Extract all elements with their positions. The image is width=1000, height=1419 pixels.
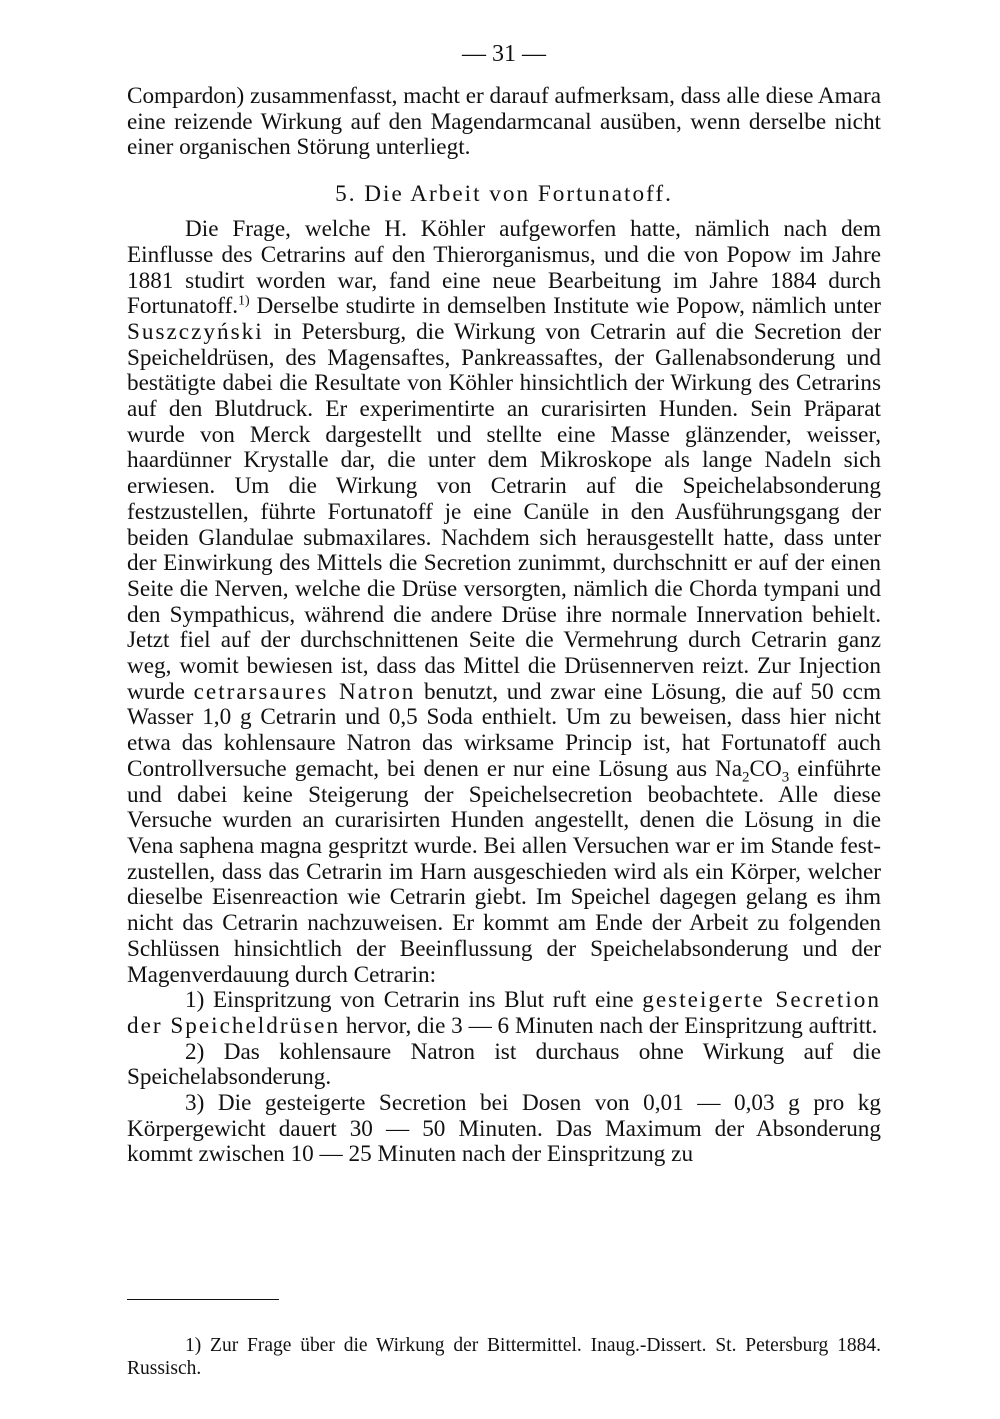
main-text-part4: benutzt, und zwar eine Lösung, die auf 50 ccm Wasser 1,0 g Cetrarin und 0,5 Soda enthielt. Um zu beweisen, dass hier nicht etwa das kohlensaure Natron das wirksame Princip ist, hat Fortunatoff auch Controllversuche gemacht, bei denen er nur eine Lösung aus Na (127, 678, 881, 782)
conclusion-item-2: 2) Das kohlensaure Natron ist durchaus ohne Wirkung auf die Speichelabsonderung. (127, 1038, 881, 1091)
main-text-part1: Die Frage, welche H. Köhler aufgeworfen hatte, nämlich nach dem Einflusse des Cetrarins auf den Thierorganismus, und die von Popow im Jahre 1881 studirt worden war, fand eine neue Bearbeitung im Jahre 1884 durch Fortunatoff. (127, 216, 881, 320)
intro-paragraph: Compardon) zusammenfasst, macht er darauf aufmerksam, dass alle diese Amara eine reizende Wirkung auf den Magendarmcanal ausüben, wenn derselbe nicht einer organischen Störung unterliegt. (127, 83, 881, 161)
section-heading: 5. Die Arbeit von Fortunatoff. (335, 181, 673, 208)
footnote-reference: 1) (238, 293, 250, 309)
main-text-part3: in Petersburg, die Wirkung von Cetrarin auf die Secretion der Speicheldrüsen, des Magensaftes, Pankreassaftes, der Gallenabsonderung und bestätigte dabei die Resultate von Köhler hinsichtlich der Wirkung des Cetrarins auf den Blutdruck. Er experimentirte an curarisirten Hunden. Sein Präparat wurde von Merck dargestellt und stellte eine Masse glänzender, weisser, haardünner Krystalle dar, die unter dem Mikroskope als lange Nadeln sich erwiesen. Um die Wirkung von Cetrarin auf die Speichelabsonderung festzustellen, führte Fortunatoff je eine Canüle in den Ausführungsgang der beiden Glandulae submaxilares. Nachdem sich herausgestellt hatte, dass unter der Einwirkung des Mittels die Secretion zunimmt, durchschnitt er auf der einen Seite die Nerven, welche die Drüse versorgten, nämlich die Chorda tympani und den Sympathicus, während die andere Drüse ihre normale Innervation behielt. Jetzt fiel auf der durchschnittenen Seite die Vermehrung durch Cetrarin ganz weg, womit bewiesen ist, dass das Mittel die Drüsennerven reizt. Zur Injection wurde (127, 318, 881, 705)
footnote-divider (127, 1299, 279, 1300)
conclusion-1-spaced: gesteigerte Secretion der Speicheldrüsen (127, 987, 881, 1039)
formula-subscript-2: 3 (781, 769, 790, 786)
page-body (127, 40, 881, 1168)
spaced-term: cetrarsaures Natron (193, 678, 416, 705)
main-text-part2: Derselbe studirte in demselben Institute wie Popow, nämlich unter (249, 293, 881, 320)
conclusion-item-1 (127, 988, 881, 1039)
formula-text: CO (749, 755, 782, 782)
footnote: 1) Zur Frage über die Wirkung der Bittermittel. Inaug.-Dissert. St. Petersburg 1884. Russisch. (127, 1335, 881, 1379)
formula-subscript-1: 2 (742, 769, 750, 786)
conclusion-1-after: hervor, die 3 — 6 Minuten nach der Einspritzung auftritt. (340, 1012, 878, 1039)
page-number: — 31 — (462, 41, 546, 67)
main-text-part5: einführte und dabei keine Steigerung der Speichelsecretion beobachtete. Alle diese Versuche wurden an curarisirten Hunden angestellt, denen die Lösung in die Vena saphena magna gespritzt wurde. Bei allen Versuchen war er im Stande festzustellen, dass das Cetrarin im Harn ausgeschieden wird als ein Körper, welcher dieselbe Eisenreaction wie Cetrarin giebt. Im Speichel dagegen gelang es ihm nicht das Cetrarin nachzuweisen. Er kommt am Ende der Arbeit zu folgenden Schlüssen hinsichtlich der Beeinflussung der Speichelabsonderung und der Magenverdauung durch Cetrarin: (127, 755, 881, 988)
conclusion-item-3: 3) Die gesteigerte Secretion bei Dosen von 0,01 — 0,03 g pro kg Körpergewicht dauert 30 — 50 Minuten. Das Maximum der Absonderung kommt zwischen 10 — 25 Minuten nach der Einspritzung zu (127, 1090, 881, 1168)
person-name-spaced: Suszczyński (127, 318, 264, 345)
conclusion-1-before: 1) Einspritzung von Cetrarin ins Blut ruft eine (185, 987, 643, 1014)
main-paragraph (127, 217, 881, 988)
